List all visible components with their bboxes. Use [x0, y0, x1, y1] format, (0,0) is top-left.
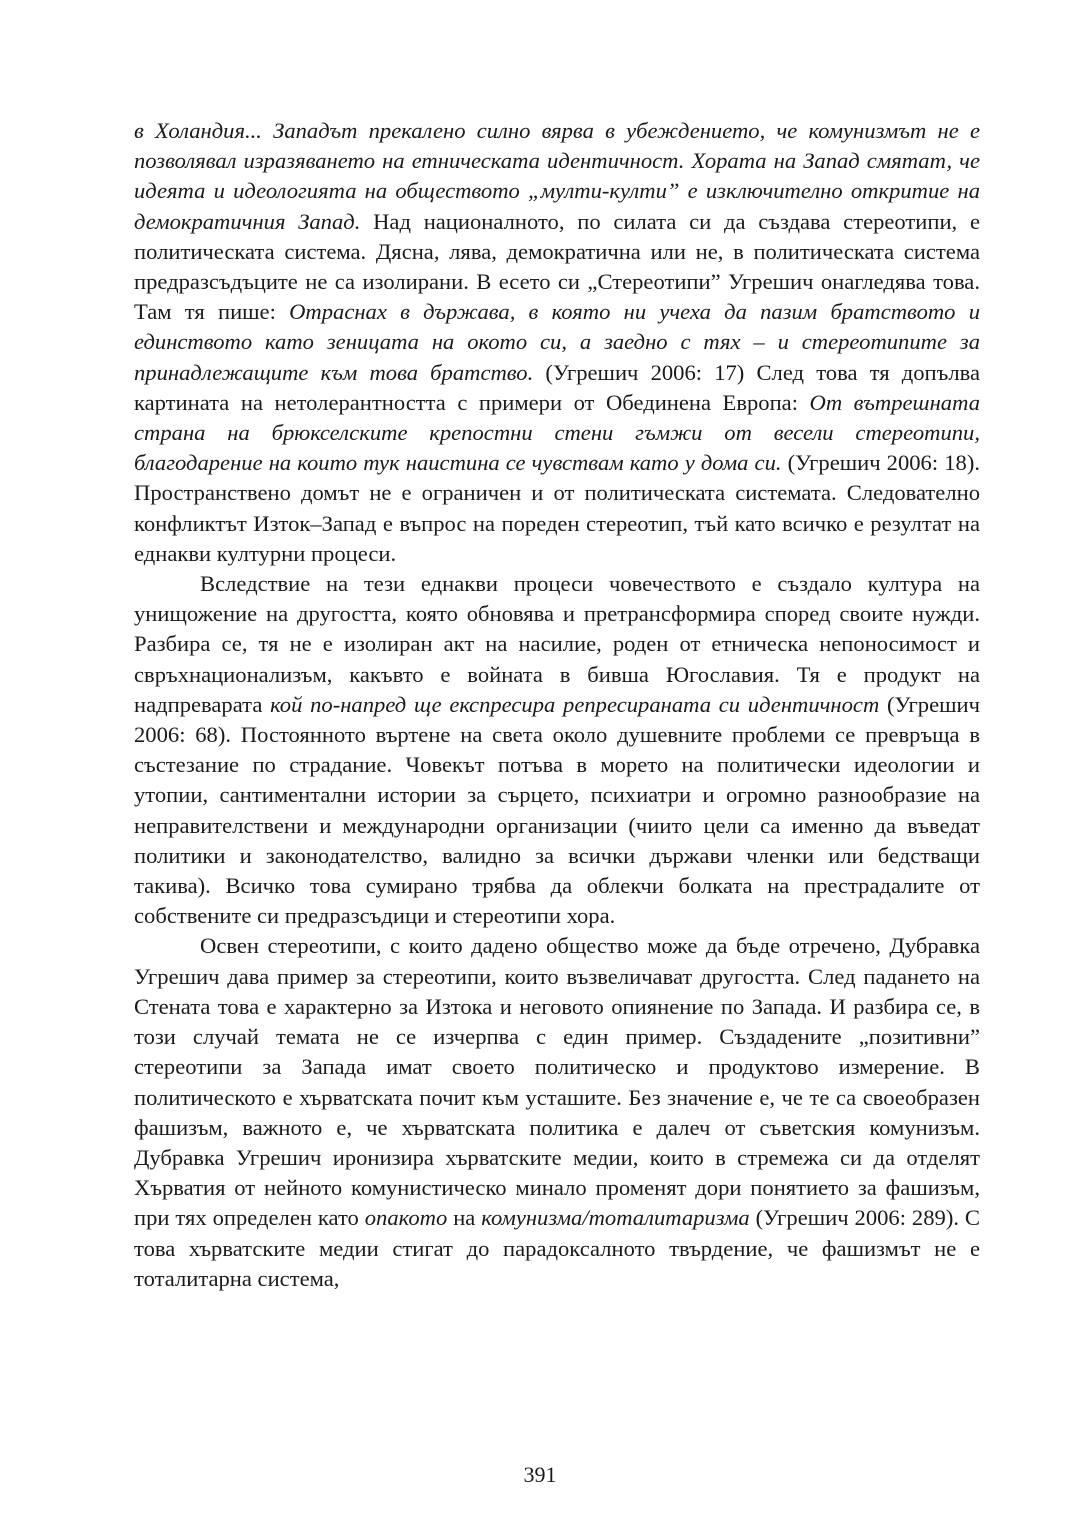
text-segment: (Угрешич 2006: 17) След това тя допълва картината на нетолерантността с примери от Обединена Европа: [134, 359, 981, 415]
paragraph-1 [134, 116, 980, 569]
paragraph-2 [134, 569, 980, 931]
text-segment: кой по-напред ще експресира репресираната си идентичност [270, 691, 880, 717]
text-segment: комунизма/тоталитаризма [481, 1205, 750, 1231]
page-number: 391 [523, 1462, 557, 1487]
page-body [134, 116, 980, 1294]
text-segment: в Холандия... Западът прекалено силно вярва в убеждението, че комунизмът не е позволявал изразяването на етническата идентичност. Хората на Запад смятат, че идеята и идеологията на обществото „мулти-култи” е изключително откритие на демократичния Запад. [134, 118, 980, 234]
text-segment: (Угрешич 2006: 289). С това хърватските медии стигат до парадоксалното твърдение, че фашизмът не е тоталитарна система, [134, 1205, 980, 1291]
paragraph-3 [134, 931, 980, 1293]
text-segment: Вследствие на тези еднакви процеси човечеството е създало култура на унищожение на другостта, която обновява и претрансформира според своите нужди. Разбира се, тя не е изолиран акт на насилие, роден от етническа непоносимост и свръхнационализъм, какъвто е войната в бивша Югославия. Тя е продукт на надпреварата [134, 571, 980, 717]
text-segment: на [447, 1205, 482, 1231]
text-segment: Освен стереотипи, с които дадено общество може да бъде отречено, Дубравка Угрешич дава пример за стереотипи, които възвеличават другостта. След падането на Стената това е характерно за Изтока и неговото опиянение по Запада. И разбира се, в този случай темата не се изчерпва с един пример. Създадените „позитивни” стереотипи за Запада имат своето политическо и продуктово измерение. В политическото е хърватската почит към усташите. Без значение е, че те са своеобразен фашизъм, важното е, че хърватската политика е далеч от съветския комунизъм. Дубравка Угрешич иронизира хърватските медии, които в стремежа си да отделят Хърватия от нейното комунистическо минало променят дори понятието за фашизъм, при тях определен като [134, 933, 980, 1231]
text-segment: Над националното, по силата си да създава стереотипи, е политическата система. Дясна, лява, демократична или не, в политическата система предразсъдъците не са изолирани. В есето си „Стереотипи” Угрешич онагледява това. Там тя пише: [134, 208, 980, 325]
text-segment: опакото [364, 1205, 448, 1231]
text-segment: Отраснах в държава, в която ни учеха да пазим братството и единството като зеницата на окото си, а заедно с тях – и стереотипите за принадлежащите към това братство. [134, 299, 980, 385]
text-segment: От вътрешната страна на брюкселските крепостни стени гъмжи от весели стереотипи, благодарение на които тук наистина се чувствам като у дома си. [134, 389, 980, 476]
text-segment: (Угрешич 2006: 68). Постоянното въртене на света около душевните проблеми се превръща в състезание по страдание. Човекът потъва в морето на политически идеологии и утопии, сантиментални истории за сърцето, психиатри и огромно разнообразие на неправителствени и международни организации (чиито цели са именно да въведат политики и законодателство, валидно за всички държави членки или бедстващи такива). Всичко това сумирано трябва да облекчи болката на престрадалите от собствените си предразсъдици и стереотипи хора. [134, 691, 980, 929]
text-segment: (Угрешич 2006: 18). Пространствено домът не е ограничен и от политическата системата. Следователно конфликтът Изток–Запад е въпрос на пореден стереотип, тъй като всичко е резултат на еднакви културни процеси. [134, 450, 980, 566]
